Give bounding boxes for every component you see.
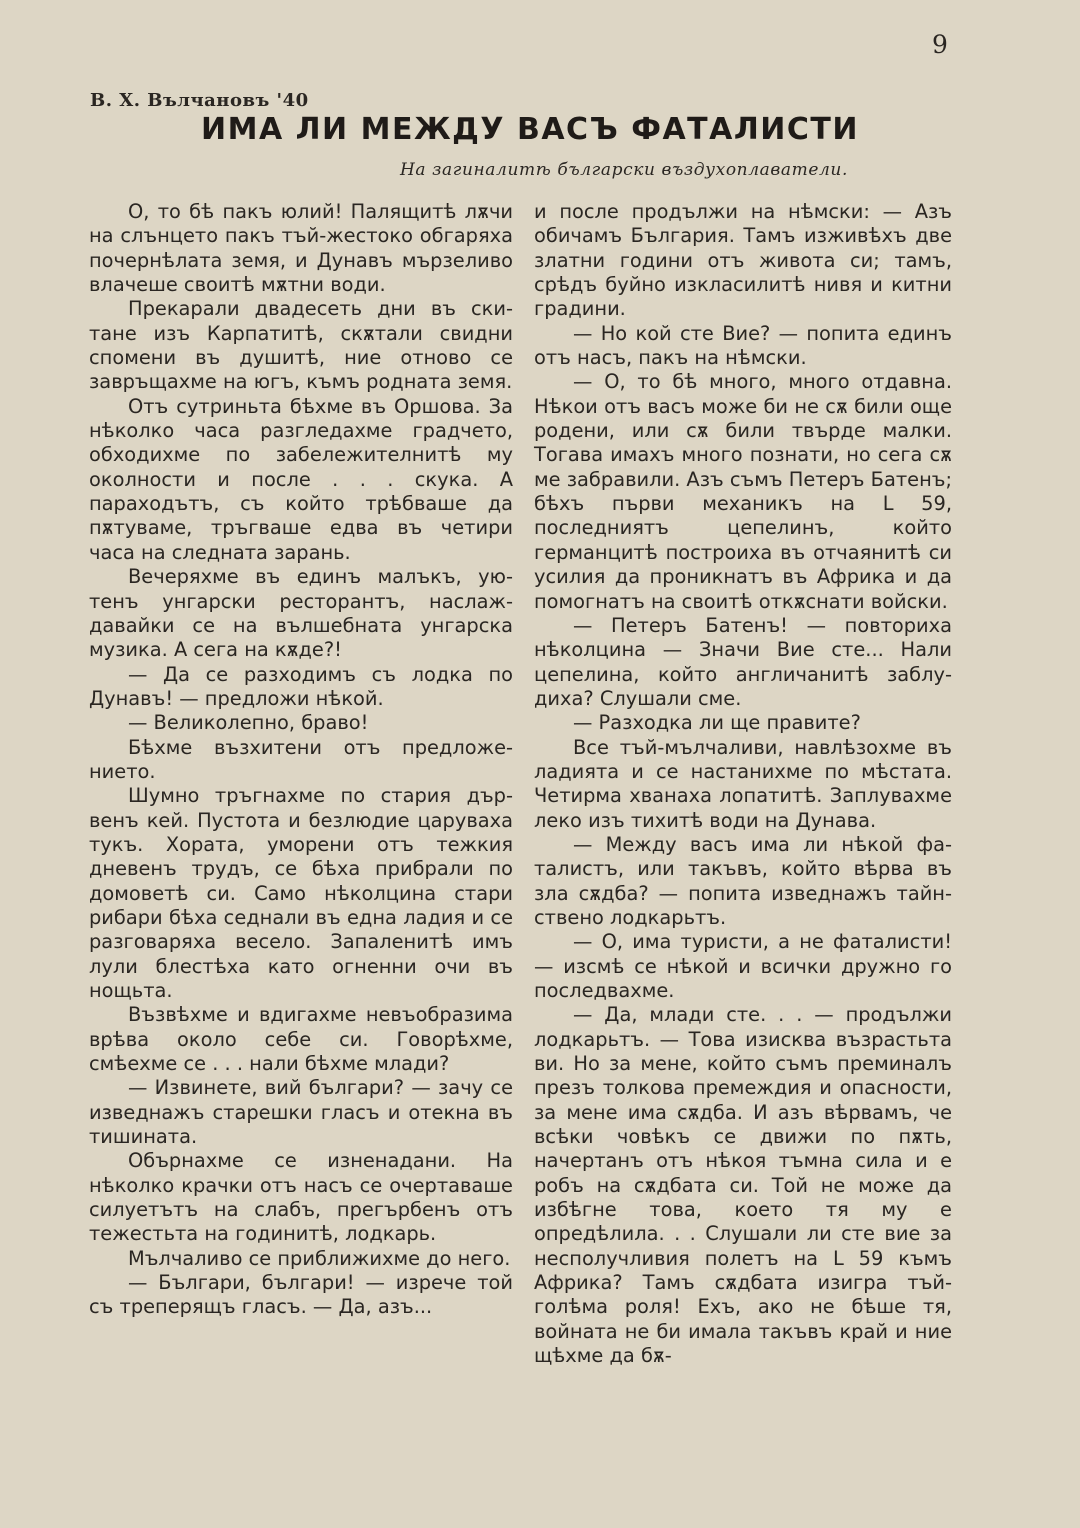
right-column [534,200,952,1369]
paragraph: Отъ сутриньта бѣхме въ Оршова. За нѣколко часа разгледахме градчето, обходихме по забележителнитѣ му околности и после . . . скука. А параходътъ, съ който трѣбваше да пѫтуваме, тръгваше едва въ четири часа на следната зарань. [89,394,513,564]
paragraph: Все тъй-мълчаливи, навлѣзохме въ ладията и се настанихме по мѣстата. Четирма хванаха лопатитѣ. Заплувахме леко изъ тихитѣ води на Дунава. [534,735,952,832]
article-title: ИМА ЛИ МЕЖДУ ВАСЪ ФАТАЛИСТИ [201,112,859,147]
paragraph: — О, има туристи, а не фаталисти! — изсмѣ се нѣкой и всички дружно го последвахме. [534,930,952,1002]
author-byline: В. Х. Вълчановъ '40 [90,90,309,111]
paragraph-continuation: и после продължи на нѣмски: — Азъ обичамъ България. Тамъ изживѣхъ две златни години отъ живота си; тамъ, срѣдъ буйно изкласилитѣ нивя и китни градини. [534,200,952,321]
page-number: 9 [932,30,948,59]
paragraph: Прекарали двадесеть дни въ скитане изъ Карпатитѣ, скѫтали свидни спомени въ душитѣ, ние отново се завръщахме на югъ, къмъ родната земя. [89,297,513,394]
paragraph: — Да се разходимъ съ лодка по Дунавъ! — предложи нѣкой. [89,662,513,710]
paragraph: О, то бѣ пакъ юлий! Палящитѣ лѫчи на слънцето пакъ тъй-жестоко обгаряха почернѣлата земя, и Дунавъ мързеливо влачеше своитѣ мѫтни води. [89,200,513,297]
paragraph: — О, то бѣ много, много отдавна. Нѣкои отъ васъ може би не сѫ били още родени, или сѫ били твърде малки. Тогава имахъ много познати, но сега сѫ ме забравили. Азъ съмъ Петеръ Батенъ; бѣхъ първи механикъ на L 59, последниятъ цепелинъ, който германцитѣ построиха въ отчаянитѣ си усилия да проникнатъ въ Африка и да помогнатъ на своитѣ откѫснати войски. [534,370,952,613]
paragraph: — Извинете, вий българи? — зачу се изведнажъ старешки гласъ и отекна въ тишината. [89,1076,513,1149]
paragraph: Обърнахме се изненадани. На нѣколко крачки отъ насъ се очертаваше силуетътъ на слабъ, прегърбенъ отъ тежестьта на годинитѣ, лодкарь. [89,1149,513,1246]
paragraph: — Да, млади сте. . . — продължи лодкарьтъ. — Това изисква възрастьта ви. Но за мене, който съмъ преминалъ презъ толкова премеждия и опасности, за мене има сѫдба. И азъ вѣрвамъ, че всѣки човѣкъ се движи по пѫть, начертанъ отъ нѣкоя тъмна сила и е робъ на сѫдбата си. Той не може да избѣгне това, което тя му е опредѣлила. . . Слушали ли сте вие за несполучливия полетъ на L 59 къмъ Африка? Тамъ сѫдбата изигра тъй-голѣма роля! Ехъ, ако не бѣше тя, войната не би имала такъвъ край и ние щѣхме да бѫ- [534,1003,952,1368]
paragraph: Възвѣхме и вдигахме невъобразима врѣва около себе си. Говорѣхме, смѣехме се . . . нали бѣхме млади? [89,1003,513,1076]
left-column [89,200,513,1320]
paragraph: — Петеръ Батенъ! — повториха нѣколцина — Значи Вие сте... Нали цепелина, който англичанитѣ заблудиха? Слушали сме. [534,613,952,710]
paragraph: — Българи, българи! — изрече той съ треперящъ гласъ. — Да, азъ... [89,1271,513,1319]
paragraph: Шумно тръгнахме по стария дървенъ кей. Пустота и безлюдие царуваха тукъ. Хората, уморени отъ тежкия дневенъ трудъ, се бѣха прибрали по домоветѣ си. Само нѣколцина стари рибари бѣха седнали въ една ладия и се разговаряха весело. Запаленитѣ имъ лули блестѣха като огненни очи въ нощьта. [89,784,513,1002]
dedication: На загиналитѣ български въздухоплаватели. [400,160,848,180]
paragraph: — Великолепно, браво! [128,711,369,735]
paragraph: Мълчаливо се приближихме до него. [128,1246,511,1270]
paragraph: — Но кой сте Вие? — попита единъ отъ насъ, пакъ на нѣмски. [534,321,952,370]
paragraph: Вечеряхме въ единъ малъкъ, уютенъ унгарски ресторантъ, наслаждавайки се на вълшебната унгарска музика. А сега на кѫде?! [89,565,513,662]
paragraph: — Разходка ли ще правите? [573,711,861,735]
paragraph: — Между васъ има ли нѣкой фаталистъ, или такъвъ, който вѣрва въ зла сѫдба? — попита изведнажъ тайнствено лодкарьтъ. [534,832,952,929]
paragraph: Бѣхме възхитени отъ предложението. [89,735,513,783]
